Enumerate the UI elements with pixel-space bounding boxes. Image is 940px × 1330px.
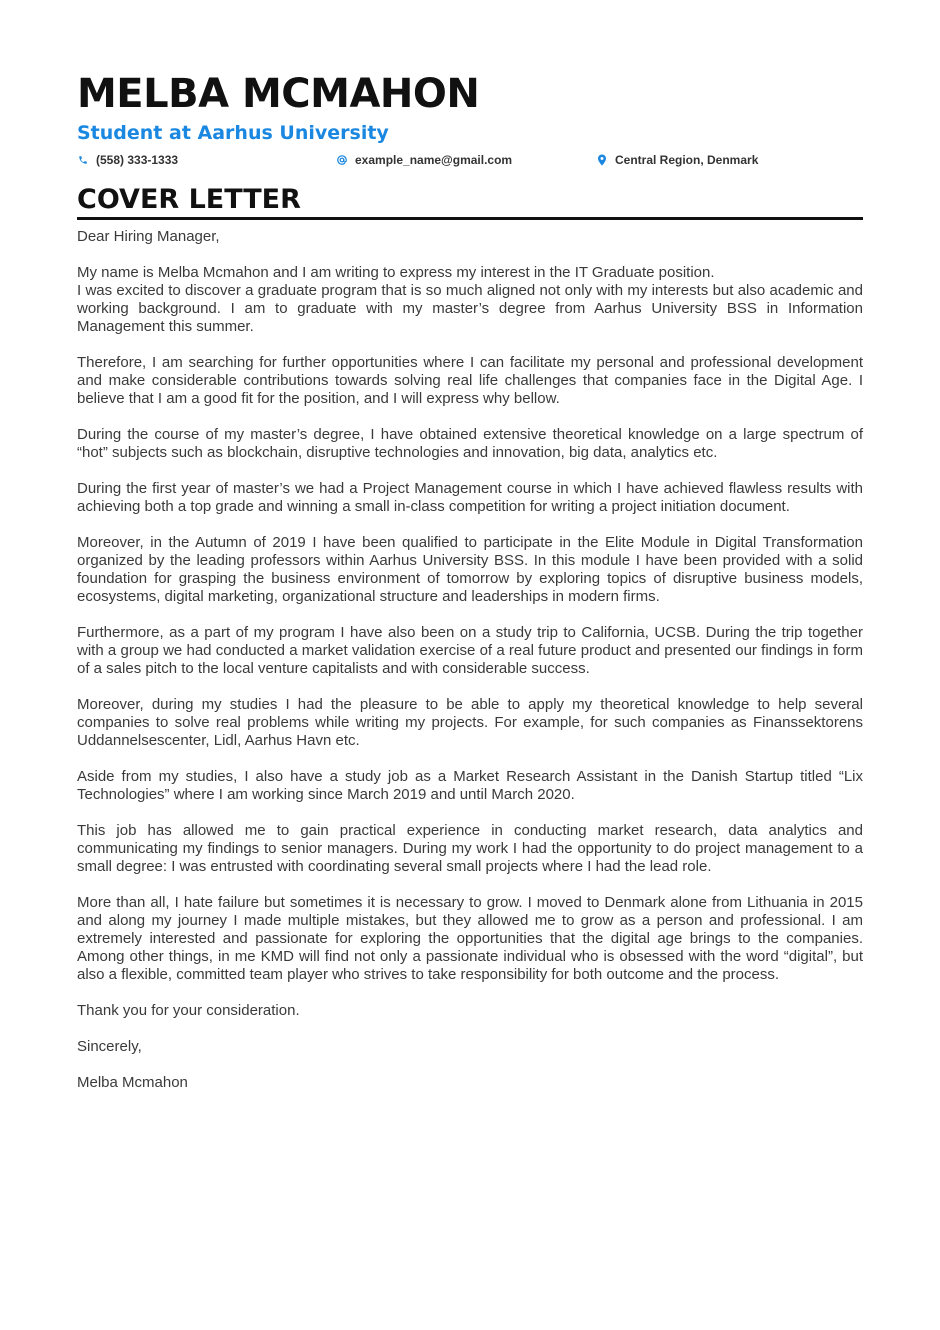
location-pin-icon bbox=[596, 154, 608, 166]
cover-letter-page bbox=[77, 70, 863, 1110]
letter-paragraph-1-rest: I was excited to discover a graduate program that is so much aligned not only with my interests but also academic and working background. I am to graduate with my master’s degree from Aarhus University BSS in Information Management this summer. bbox=[77, 282, 863, 335]
contact-phone bbox=[77, 150, 178, 170]
candidate-name: MELBA MCMAHON bbox=[77, 71, 480, 117]
letter-paragraph-3: During the course of my master’s degree, I have obtained extensive theoretical knowledge on a large spectrum of “hot” subjects such as blockchain, disruptive technologies and innovation, big data, analytics etc. bbox=[77, 426, 863, 461]
letter-closing: Sincerely, bbox=[77, 1038, 142, 1055]
letter-paragraph-2: Therefore, I am searching for further opportunities where I can facilitate my personal and professional development and make considerable contributions towards solving real life challenges that companies face in the Digital Age. I believe that I am a good fit for the position, and I will express why bellow. bbox=[77, 354, 863, 407]
letter-paragraph-9: This job has allowed me to gain practical experience in conducting market research, data analytics and communicating my findings to senior managers. During my work I had the opportunity to do project management to a small degree: I was entrusted with coordinating several small projects where I had the lead role. bbox=[77, 822, 863, 875]
section-title: COVER LETTER bbox=[77, 184, 863, 220]
contact-email bbox=[336, 150, 512, 170]
at-icon bbox=[336, 154, 348, 166]
letter-paragraph-1 bbox=[77, 264, 863, 336]
email-text: example_name@gmail.com bbox=[355, 153, 513, 167]
candidate-role: Student at Aarhus University bbox=[77, 122, 389, 144]
location-text: Central Region, Denmark bbox=[615, 153, 759, 167]
letter-paragraph-7: Moreover, during my studies I had the pleasure to be able to apply my theoretical knowledge to help several companies to solve real problems while writing my projects. For example, for such companies as Finanssektorens Uddannelsescenter, Lidl, Aarhus Havn etc. bbox=[77, 696, 863, 749]
letter-paragraph-1-opening: My name is Melba Mcmahon and I am writing to express my interest in the IT Graduate position. bbox=[77, 264, 715, 281]
letter-paragraph-10: More than all, I hate failure but sometimes it is necessary to grow. I moved to Denmark alone from Lithuania in 2015 and along my journey I made multiple mistakes, but they allowed me to grow as a person and professional. I am extremely interested and passionate for exploring the opportunities that the digital age brings to the companies. Among other things, in me KMD will find not only a passionate individual who is obsessed with the word “digital”, but also a flexible, committed team player who strives to take responsibility for both outcome and the process. bbox=[77, 894, 863, 983]
letter-signature: Melba Mcmahon bbox=[77, 1074, 188, 1091]
phone-icon bbox=[77, 154, 89, 166]
letter-paragraph-5: Moreover, in the Autumn of 2019 I have been qualified to participate in the Elite Module in Digital Transformation organized by the leading professors within Aarhus University BSS. In this module I have been provided with a solid foundation for grasping the business environment of tomorrow by exploring topics of disruptive business models, ecosystems, digital marketing, organizational structure and leaderships in modern firms. bbox=[77, 534, 863, 605]
contact-bar bbox=[77, 150, 863, 170]
letter-thanks: Thank you for your consideration. bbox=[77, 1002, 300, 1019]
letter-paragraph-6: Furthermore, as a part of my program I have also been on a study trip to California, UCSB. During the trip together with a group we had conducted a market validation exercise of a real future product and presented our findings in form of a sales pitch to the local venture capitalists and with considerable success. bbox=[77, 624, 863, 677]
letter-body bbox=[77, 228, 863, 1092]
phone-text: (558) 333-1333 bbox=[96, 153, 179, 167]
contact-location bbox=[596, 150, 758, 170]
letter-paragraph-4: During the first year of master’s we had a Project Management course in which I have achieved flawless results with achieving both a top grade and winning a small in-class competition for writing a project initiation document. bbox=[77, 480, 863, 515]
letter-greeting: Dear Hiring Manager, bbox=[77, 228, 220, 245]
letter-paragraph-8: Aside from my studies, I also have a study job as a Market Research Assistant in the Danish Startup titled “Lix Technologies” where I am working since March 2019 and until March 2020. bbox=[77, 768, 863, 803]
